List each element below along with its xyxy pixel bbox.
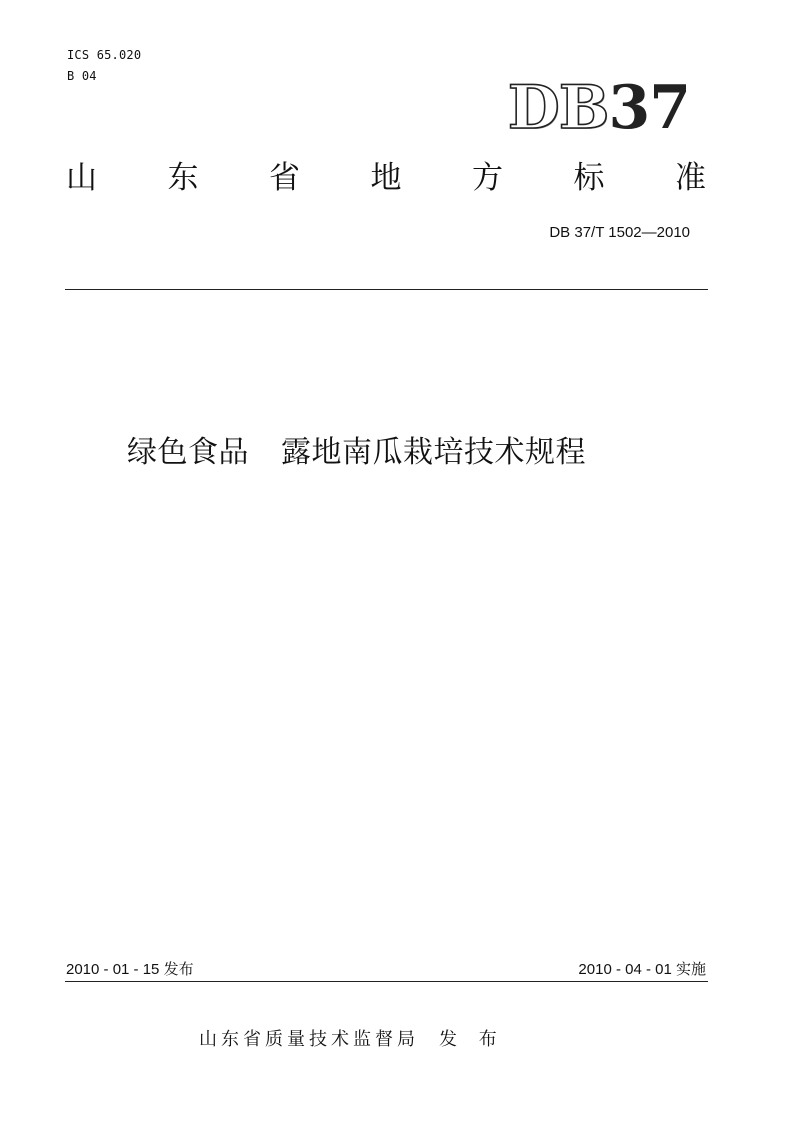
logo-solid-text: 37 — [608, 73, 690, 143]
document-title — [0, 433, 800, 473]
standard-class-char: 东 — [167, 160, 199, 196]
standard-class-char: 山 — [66, 160, 97, 196]
implementation-date: 2010 - 04 - 01 实施 — [578, 961, 706, 978]
standard-number: DB 37/T 1502—2010 — [549, 224, 690, 241]
standard-class-char: 准 — [675, 160, 706, 196]
document-title-part2: 露地南瓜栽培技术规程 — [281, 435, 586, 470]
logo-hollow-text: DB — [507, 73, 609, 143]
ccs-code: B 04 — [67, 69, 97, 83]
standard-class-char: 省 — [269, 160, 300, 196]
ics-code: ICS 65.020 — [67, 48, 142, 62]
standard-class-char: 标 — [573, 160, 605, 196]
publisher-name: 山东省质量技术监督局 — [199, 1029, 419, 1050]
header-divider — [65, 289, 708, 290]
publish-verb: 发 布 — [439, 1029, 505, 1050]
standard-class-heading — [66, 158, 706, 198]
db37-logo — [507, 73, 690, 143]
publisher-line — [199, 1028, 505, 1052]
standard-class-char: 地 — [370, 160, 402, 196]
standard-class-char: 方 — [472, 160, 503, 196]
issue-date: 2010 - 01 - 15 发布 — [66, 961, 194, 978]
document-title-part1: 绿色食品 — [127, 435, 249, 470]
footer-divider — [65, 981, 708, 982]
